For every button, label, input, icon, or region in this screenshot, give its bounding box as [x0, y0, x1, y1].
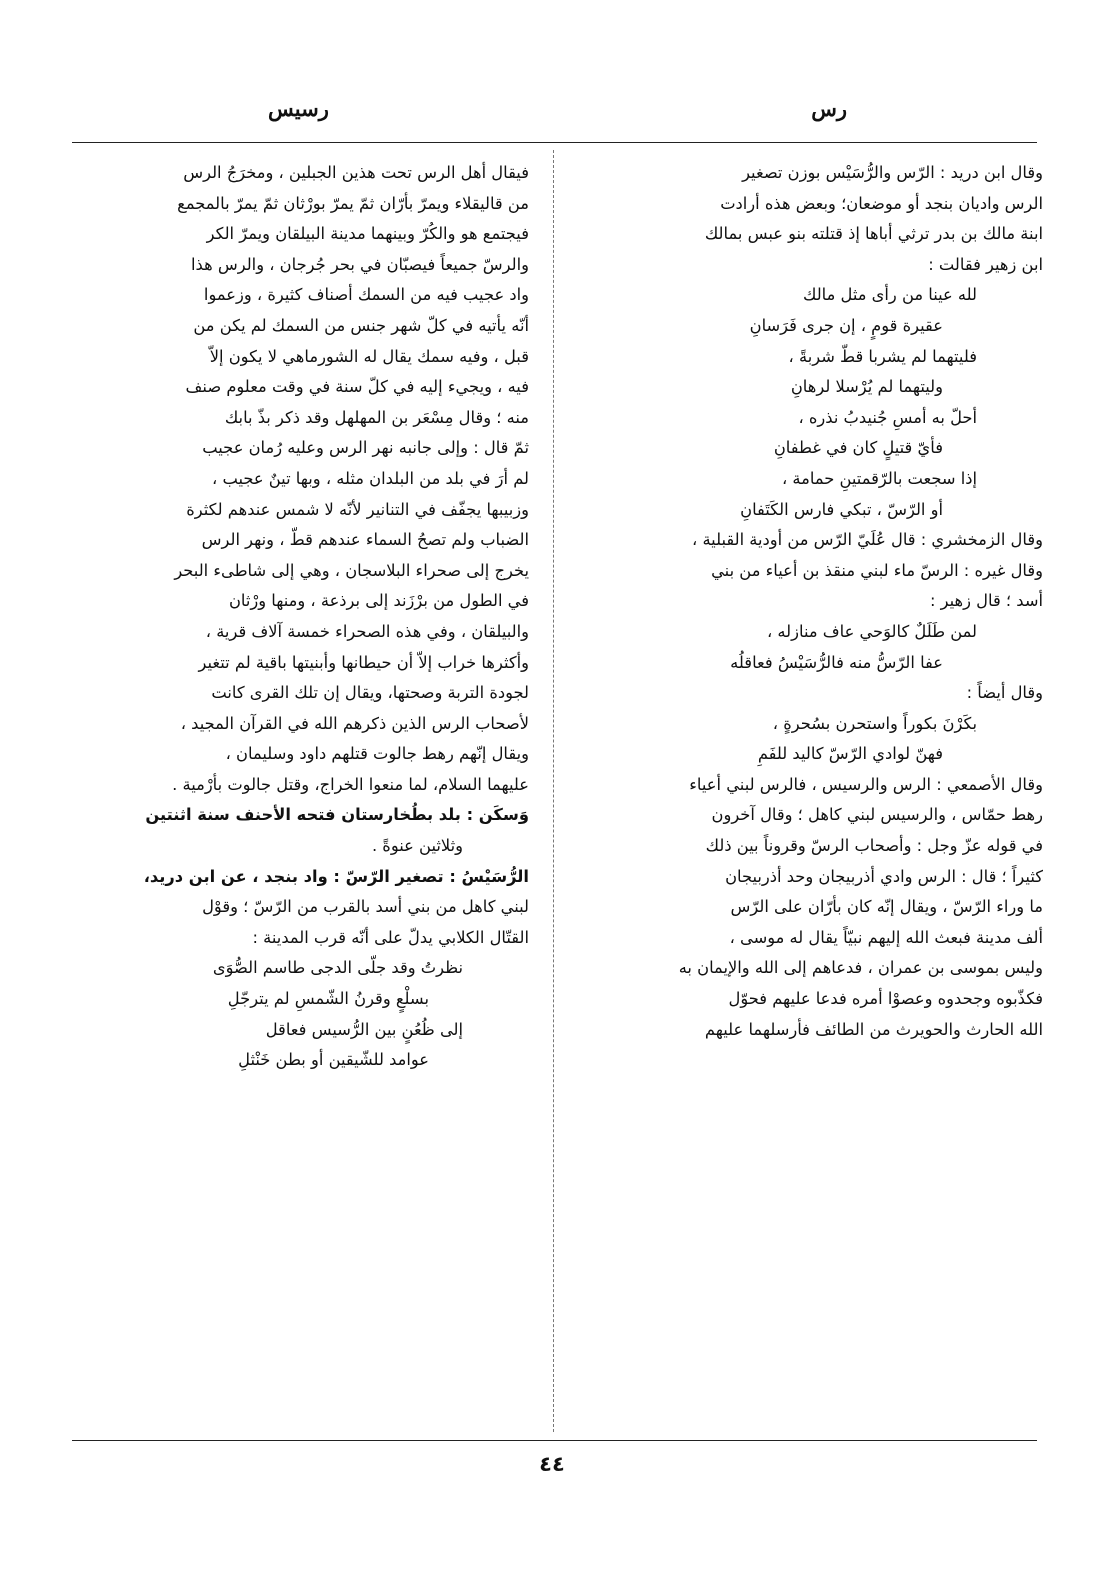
text-line: منه ؛ وقال مِسْعَر بن المهلهل وقد ذكر بذّ بابك: [224, 407, 529, 427]
text-line: فيه ، ويجيء إليه في كلّ سنة في وقت معلوم صنف: [185, 377, 529, 397]
text-line: وقال ابن دريد : الرّس والرُّسَيْس بوزن تصغير: [742, 163, 1043, 182]
text-line: وليس بموسى بن عمران ، فدعاهم إلى الله والإيمان به: [678, 958, 1043, 978]
text-line: الله الحارث والحويرث من الطائف فأرسلهما عليهم: [704, 1019, 1043, 1039]
text-line: القتّال الكلابي يدلّ على أنّه قرب المدينة :: [252, 927, 529, 947]
text-line: فيقال أهل الرس تحت هذين الجبلين ، ومخرَجُ الرس: [183, 163, 529, 182]
text-line: في الطول من برْزَند إلى برذعة ، ومنها ورْثان: [228, 591, 529, 611]
text-line: يخرج إلى صحراء البلاسجان ، وهي إلى شاطىء البحر: [174, 560, 529, 580]
column-divider: [553, 150, 554, 1432]
verse-line: فليتهما لم يشربا قطّ شربةً ،: [788, 346, 977, 366]
text-line: أنّه يأتيه في كلّ شهر جنس من السمك لم يكن من: [193, 315, 529, 335]
text-line: وأكثرها خراب إلاّ أن حيطانها وأبنيتها باقية لم تتغير: [198, 652, 529, 672]
text-line: فيجتمع هو والكُرّ وبينهما مدينة البيلقان ويمرّ الكر: [206, 224, 529, 244]
verse-line: فهنّ لوادي الرّسّ كاليد للفَمِ: [757, 744, 943, 764]
verse-line: أو الرّسّ ، تبكي فارس الكَتَفانِ: [740, 499, 943, 519]
text-line: ويقال إنّهم رهط جالوت قتلهم داود وسليمان ،: [225, 744, 529, 764]
text-line: فكذّبوه وجحدوه وعصوْا أمره فدعا عليهم فحوّل: [728, 989, 1043, 1009]
verse-line: لمن طَلَلٌ كالوَحي عاف منازله ،: [767, 621, 977, 641]
text-line: والرسّ جميعاً فيصبّان في بحر جُرجان ، والرس هذا: [191, 254, 529, 274]
entry-line-rusais: الرُّسَيْسُ : تصغير الرّسّ : واد بنجد ، عن ابن دريد،: [143, 866, 529, 886]
text-line: لم أرَ في بلد من البلدان مثله ، وبها تينٌ عجيب ،: [212, 468, 529, 488]
text-line: عليهما السلام، لما منعوا الخراج، وقتل جالوت بأرْمية .: [172, 774, 529, 794]
text-line: ابنة مالك بن بدر ترثي أباها إذ قتلته بنو عبس بمالك: [704, 224, 1043, 244]
text-line: في قوله عزّ وجل : وأصحاب الرسّ وقروناً بين ذلك: [705, 836, 1043, 856]
verse-line: إذا سجعت بالرّقمتينِ حمامة ،: [782, 468, 977, 488]
verse-line: بكَرْنَ بكوراً واستحرن بسُحرةٍ ،: [772, 713, 977, 733]
text-line: وثلاثين عنوةً .: [371, 836, 463, 856]
top-rule: [72, 142, 1037, 143]
running-header-right: رس: [811, 96, 847, 121]
bottom-rule: [72, 1440, 1037, 1441]
text-line: واد عجيب فيه من السمك أصناف كثيرة ، وزعموا: [203, 285, 529, 305]
text-line: من قاليقلاء ويمرّ بأرّان ثمّ يمرّ بورْثان ثمّ يمرّ بالمجمع: [177, 193, 529, 213]
right-column: [561, 158, 1043, 1045]
text-line: لبني كاهل من بني أسد بالقرب من الرّسّ ؛ وقوْل: [202, 897, 529, 917]
entry-line-wasakan: وَسكَن : بلد بطُخارستان فتحه الأحنف سنة اثنتين: [145, 805, 529, 825]
verse-line: فأيّ قتيلٍ كان في غطفانِ: [773, 438, 943, 458]
text-line: ألف مدينة فبعث الله إليهم نبيّاً يقال له موسى ،: [729, 927, 1043, 947]
text-line: ابن زهير فقالت :: [928, 254, 1043, 274]
verse-line: إلى ظُعُنٍ بين الرُّسيس فعاقل: [265, 1019, 463, 1039]
left-column: [69, 158, 529, 1076]
verse-line: عوامد للشّيقين أو بطن خَنْثلِ: [238, 1050, 429, 1070]
verse-line: نظرتُ وقد جلّى الدجى طاسم الصُّوَى: [212, 958, 463, 978]
verse-line: عفا الرّسُّ منه فالرُّسَيْسُ فعاقلُه: [730, 652, 943, 672]
text-line: ما وراء الرّسّ ، ويقال إنّه كان بأرّان على الرّس: [730, 897, 1043, 917]
text-line: قبل ، وفيه سمك يقال له الشورماهي لا يكون إلاّ: [209, 346, 529, 366]
text-line: وقال غيره : الرسّ ماء لبني منقذ بن أعياء من بني: [711, 560, 1043, 580]
text-line: وقال أيضاً :: [966, 683, 1043, 703]
text-line: لجودة التربة وصحتها، ويقال إن تلك القرى كانت: [211, 683, 529, 703]
text-line: ثمّ قال : وإلى جانبه نهر الرس وعليه رُمان عجيب: [202, 438, 529, 458]
text-line: رهط حمّاس ، والرسيس لبني كاهل ؛ وقال آخرون: [711, 805, 1043, 825]
verse-line: أحلّ به أمسِ جُنيدبُ نذره ،: [798, 407, 977, 427]
text-line: لأصحاب الرس الذين ذكرهم الله في القرآن المجيد ،: [180, 713, 529, 733]
verse-line: عقيرة قومٍ ، إن جرى فَرَسانِ: [749, 315, 943, 335]
text-line: والبيلقان ، وفي هذه الصحراء خمسة آلاف قرية ،: [205, 621, 529, 641]
text-line: وقال الأصمعي : الرس والرسيس ، فالرس لبني أعياء: [689, 774, 1043, 794]
running-header-left: رسيس: [268, 96, 329, 121]
text-line: الضباب ولم تصحُ السماء عندهم قطّ ، ونهر الرس: [201, 530, 529, 550]
text-line: وزبيبها يجفّف في التنانير لأنّه لا شمس عندهم لكثرة: [186, 499, 529, 519]
text-line: وقال الزمخشري : قال عُلَيّ الرّس من أودية القبلية ،: [692, 530, 1043, 550]
verse-line: بسلْعٍ وقرنُ الشّمسِ لم يترجّلِ: [227, 989, 429, 1009]
text-line: أسد ؛ قال زهير :: [930, 591, 1043, 611]
verse-line: لله عينا من رأى مثل مالك: [802, 285, 977, 305]
text-line: كثيراً ؛ قال : الرس وادي أذربيجان وحد أذربيجان: [725, 866, 1043, 886]
verse-line: وليتهما لم يُرْسلا لرهانِ: [790, 377, 943, 397]
page-number: ٤٤: [539, 1452, 565, 1476]
text-line: الرس واديان بنجد أو موضعان؛ وبعض هذه أرادت: [720, 193, 1043, 213]
